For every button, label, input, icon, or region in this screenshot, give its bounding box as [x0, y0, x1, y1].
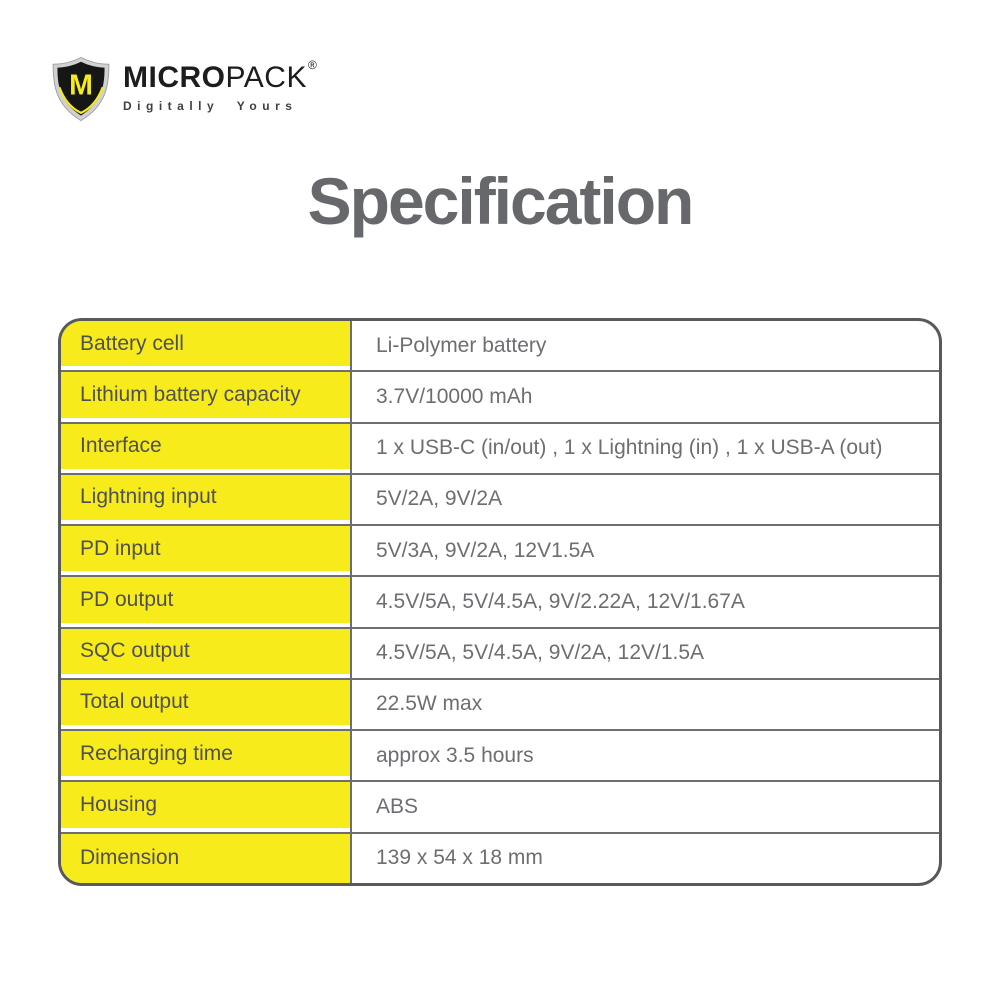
- table-row: [61, 629, 939, 680]
- table-row: [61, 372, 939, 423]
- spec-value: 4.5V/5A, 5V/4.5A, 9V/2.22A, 12V/1.67A: [350, 577, 939, 626]
- spec-value: 5V/2A, 9V/2A: [350, 475, 939, 524]
- table-row: [61, 731, 939, 782]
- spec-label: Total output: [61, 680, 350, 725]
- spec-label: Dimension: [61, 834, 350, 883]
- table-row: [61, 526, 939, 577]
- registered-trademark: ®: [307, 58, 318, 72]
- spec-value: 5V/3A, 9V/2A, 12V1.5A: [350, 526, 939, 575]
- table-row: [61, 680, 939, 731]
- brand-logo: [50, 56, 316, 122]
- table-row: [61, 782, 939, 833]
- table-row: [61, 475, 939, 526]
- spec-value: Li-Polymer battery: [350, 321, 939, 370]
- spec-value: 4.5V/5A, 5V/4.5A, 9V/2A, 12V/1.5A: [350, 629, 939, 678]
- spec-value: 22.5W max: [350, 680, 939, 729]
- brand-name-light: PACK: [225, 61, 307, 94]
- spec-label: Lightning input: [61, 475, 350, 520]
- spec-label: Battery cell: [61, 321, 350, 366]
- table-row: [61, 577, 939, 628]
- spec-label: Housing: [61, 782, 350, 827]
- table-row: [61, 424, 939, 475]
- spec-value: 139 x 54 x 18 mm: [350, 834, 939, 883]
- brand-monogram: M: [69, 69, 93, 102]
- spec-label: Interface: [61, 424, 350, 469]
- brand-name: [123, 58, 318, 94]
- spec-value: approx 3.5 hours: [350, 731, 939, 780]
- table-row: [61, 321, 939, 372]
- spec-label: PD input: [61, 526, 350, 571]
- page-title: Specification: [307, 164, 693, 238]
- spec-value: 1 x USB-C (in/out) , 1 x Lightning (in) , 1 x USB-A (out): [350, 424, 939, 473]
- spec-label: PD output: [61, 577, 350, 622]
- spec-value: 3.7V/10000 mAh: [350, 372, 939, 421]
- brand-shield-icon: [50, 56, 112, 122]
- brand-name-bold: MICRO: [123, 61, 226, 94]
- table-row: [61, 834, 939, 883]
- spec-label: SQC output: [61, 629, 350, 674]
- spec-label: Recharging time: [61, 731, 350, 776]
- spec-table: [58, 318, 942, 886]
- brand-tagline: Digitally Yours: [123, 99, 298, 113]
- spec-value: ABS: [350, 782, 939, 831]
- spec-label: Lithium battery capacity: [61, 372, 350, 417]
- brand-wordmark: [123, 56, 316, 113]
